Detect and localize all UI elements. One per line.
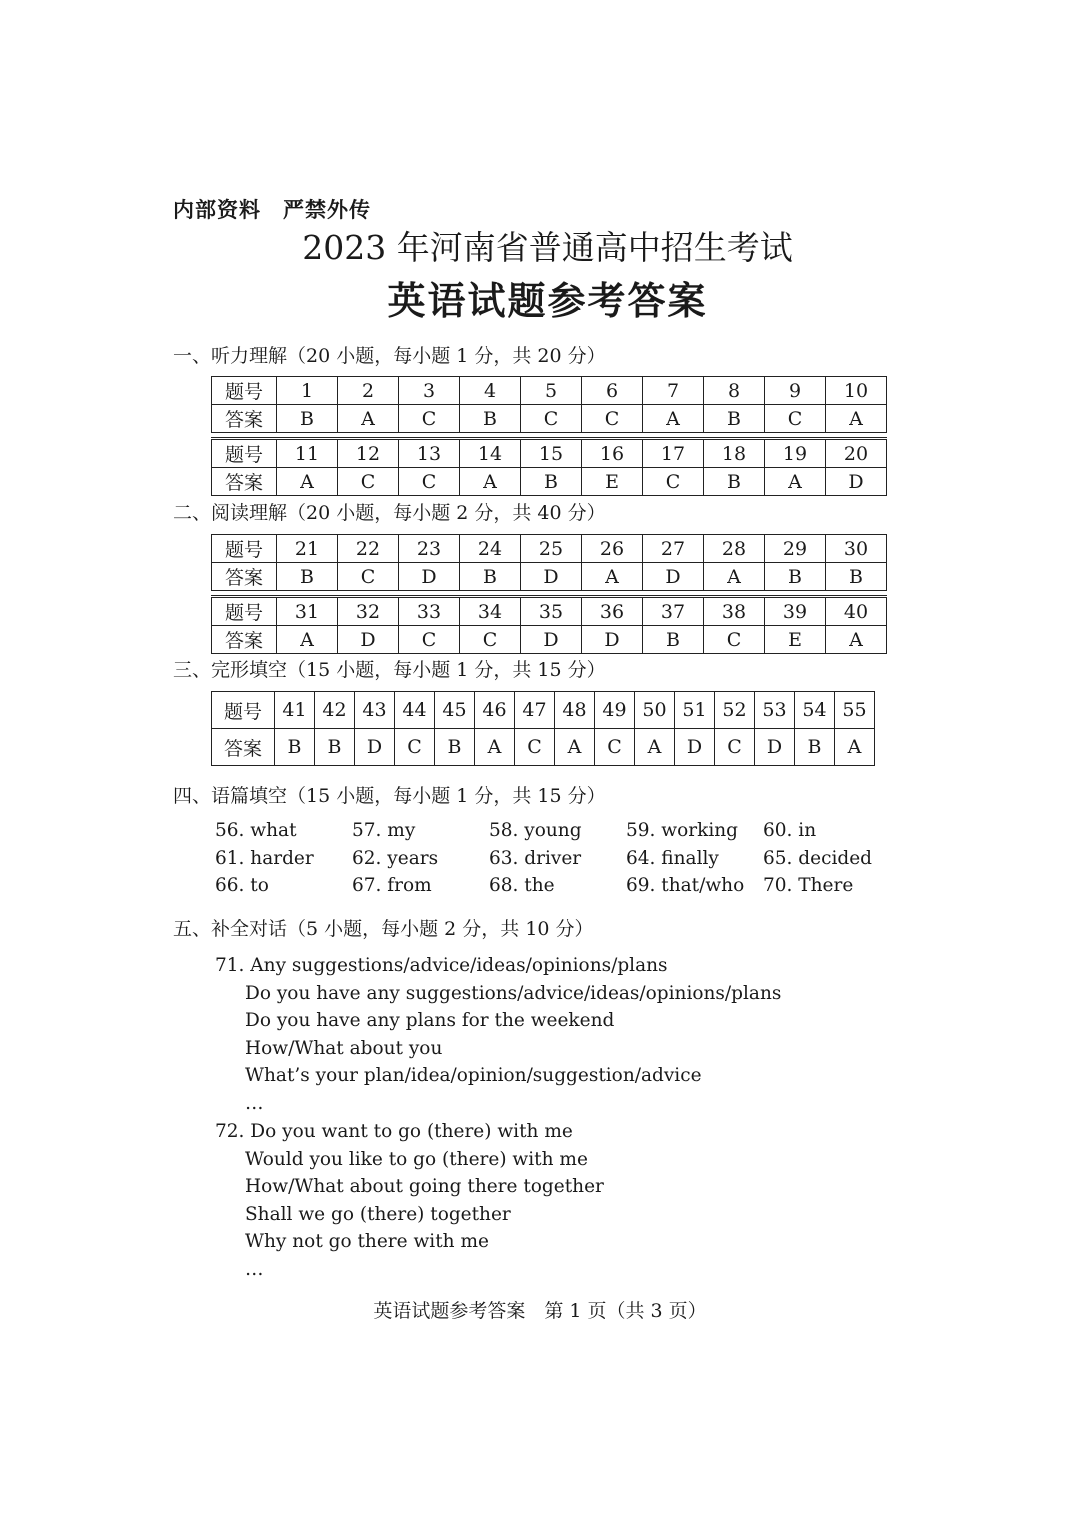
row-label-answer: 答案 xyxy=(212,405,277,433)
answer-row xyxy=(212,729,875,766)
fill-answer-item: 64. finally xyxy=(626,847,719,869)
question-number-row xyxy=(212,439,887,468)
answer-71 xyxy=(215,952,781,1117)
question-number-cell: 28 xyxy=(704,535,765,563)
answer-cell: B xyxy=(765,563,826,591)
answer-71-alt: Do you have any suggestions/advice/ideas/opinions/plans xyxy=(245,982,782,1004)
row-label-answer: 答案 xyxy=(212,468,277,496)
section-3-heading: 三、完形填空（15 小题，每小题 1 分，共 15 分） xyxy=(173,659,606,681)
answer-row xyxy=(212,405,887,433)
answer-72 xyxy=(215,1118,604,1283)
question-number-cell: 18 xyxy=(704,439,765,468)
fill-answer-item: 56. what xyxy=(215,820,297,841)
question-number-cell: 40 xyxy=(826,597,887,626)
answer-71-first: 71. Any suggestions/advice/ideas/opinions/plans xyxy=(215,955,668,976)
section-4-heading: 四、语篇填空（15 小题，每小题 1 分，共 15 分） xyxy=(173,785,606,807)
fill-answer-item: 60. in xyxy=(763,820,817,841)
answer-cell: B xyxy=(826,563,887,591)
question-number-cell: 51 xyxy=(675,692,715,729)
answer-72-first: 72. Do you want to go (there) with me xyxy=(215,1121,573,1142)
answer-cell: B xyxy=(315,729,355,766)
question-number-cell: 36 xyxy=(582,597,643,626)
question-number-cell: 14 xyxy=(460,439,521,468)
answer-cell: A xyxy=(826,626,887,654)
question-number-cell: 54 xyxy=(795,692,835,729)
answer-cell: D xyxy=(521,563,582,591)
question-number-cell: 35 xyxy=(521,597,582,626)
answer-cell: C xyxy=(765,405,826,433)
answer-cell: B xyxy=(435,729,475,766)
question-number-cell: 17 xyxy=(643,439,704,468)
answer-cell: C xyxy=(595,729,635,766)
answer-cell: A xyxy=(765,468,826,496)
question-number-cell: 30 xyxy=(826,535,887,563)
listening-answer-table xyxy=(211,376,887,496)
answer-cell: E xyxy=(582,468,643,496)
answer-cell: D xyxy=(643,563,704,591)
fill-answer-item: 65. decided xyxy=(763,847,873,869)
question-number-cell: 6 xyxy=(582,377,643,405)
row-label-answer: 答案 xyxy=(212,729,275,766)
question-number-cell: 43 xyxy=(355,692,395,729)
answer-71-alt: Do you have any plans for the weekend xyxy=(245,1010,615,1031)
question-number-cell: 12 xyxy=(338,439,399,468)
fill-answer-item: 58. young xyxy=(489,820,582,841)
question-number-cell: 11 xyxy=(277,439,338,468)
section-2-heading: 二、阅读理解（20 小题，每小题 2 分，共 40 分） xyxy=(173,502,606,524)
answer-cell: A xyxy=(338,405,399,433)
question-number-cell: 1 xyxy=(277,377,338,405)
row-label-question: 题号 xyxy=(212,377,277,405)
question-number-cell: 3 xyxy=(399,377,460,405)
answer-cell: D xyxy=(582,626,643,654)
question-number-cell: 25 xyxy=(521,535,582,563)
answer-72-alt: Shall we go (there) together xyxy=(245,1203,511,1225)
row-label-question: 题号 xyxy=(212,692,275,729)
answer-cell: C xyxy=(399,405,460,433)
answer-cell: D xyxy=(355,729,395,766)
answer-cell: C xyxy=(399,626,460,654)
answer-cell: D xyxy=(399,563,460,591)
answer-cell: D xyxy=(755,729,795,766)
question-number-cell: 24 xyxy=(460,535,521,563)
answer-cell: A xyxy=(826,405,887,433)
fill-answer-item: 62. years xyxy=(352,847,439,869)
document-subtitle: 英语试题参考答案 xyxy=(387,279,708,323)
answer-cell: B xyxy=(460,405,521,433)
reading-answer-table xyxy=(211,534,887,654)
question-number-cell: 37 xyxy=(643,597,704,626)
question-number-row xyxy=(212,535,887,563)
question-number-cell: 29 xyxy=(765,535,826,563)
answer-cell: B xyxy=(277,563,338,591)
question-number-cell: 55 xyxy=(835,692,875,729)
cloze-answer-table xyxy=(211,691,875,766)
row-label-question: 题号 xyxy=(212,535,277,563)
answer-cell: A xyxy=(277,626,338,654)
fill-answer-item: 61. harder xyxy=(215,847,314,869)
answer-cell: A xyxy=(835,729,875,766)
page-footer: 英语试题参考答案 第 1 页（共 3 页） xyxy=(373,1300,707,1322)
question-number-cell: 21 xyxy=(277,535,338,563)
question-number-cell: 20 xyxy=(826,439,887,468)
question-number-cell: 15 xyxy=(521,439,582,468)
answer-cell: D xyxy=(675,729,715,766)
fill-answer-item: 68. the xyxy=(489,875,555,896)
answer-cell: A xyxy=(635,729,675,766)
answer-cell: B xyxy=(704,468,765,496)
answer-cell: C xyxy=(582,405,643,433)
question-number-row xyxy=(212,377,887,405)
fill-answer-item: 67. from xyxy=(352,875,432,896)
answer-cell: B xyxy=(521,468,582,496)
row-label-question: 题号 xyxy=(212,439,277,468)
answer-cell: C xyxy=(521,405,582,433)
question-number-cell: 47 xyxy=(515,692,555,729)
answer-71-alt: How/What about you xyxy=(245,1037,443,1059)
question-number-cell: 23 xyxy=(399,535,460,563)
question-number-row xyxy=(212,597,887,626)
question-number-cell: 13 xyxy=(399,439,460,468)
answer-cell: C xyxy=(338,468,399,496)
answer-cell: B xyxy=(275,729,315,766)
answer-row xyxy=(212,468,887,496)
answer-cell: D xyxy=(521,626,582,654)
answer-71-ellipsis: … xyxy=(245,1092,264,1114)
fill-answer-item: 57. my xyxy=(352,820,416,841)
question-number-cell: 27 xyxy=(643,535,704,563)
answer-row xyxy=(212,563,887,591)
answer-cell: C xyxy=(515,729,555,766)
question-number-cell: 19 xyxy=(765,439,826,468)
answer-cell: C xyxy=(395,729,435,766)
answer-cell: B xyxy=(277,405,338,433)
answer-72-alt: Why not go there with me xyxy=(245,1231,489,1252)
answer-cell: A xyxy=(277,468,338,496)
question-number-cell: 48 xyxy=(555,692,595,729)
question-number-cell: 53 xyxy=(755,692,795,729)
question-number-cell: 4 xyxy=(460,377,521,405)
question-number-cell: 34 xyxy=(460,597,521,626)
question-number-cell: 16 xyxy=(582,439,643,468)
question-number-cell: 50 xyxy=(635,692,675,729)
answer-cell: C xyxy=(643,468,704,496)
fill-answer-item: 66. to xyxy=(215,875,269,896)
fill-answer-item: 59. working xyxy=(626,820,739,841)
question-number-cell: 2 xyxy=(338,377,399,405)
answer-cell: C xyxy=(460,626,521,654)
document-title: 2023 年河南省普通高中招生考试 xyxy=(302,228,793,267)
row-label-question: 题号 xyxy=(212,597,277,626)
answer-cell: C xyxy=(399,468,460,496)
answer-cell: C xyxy=(338,563,399,591)
answer-72-ellipsis: … xyxy=(245,1258,264,1280)
question-number-cell: 44 xyxy=(395,692,435,729)
section-1-heading: 一、听力理解（20 小题，每小题 1 分，共 20 分） xyxy=(173,345,606,367)
question-number-cell: 38 xyxy=(704,597,765,626)
answer-cell: E xyxy=(765,626,826,654)
question-number-cell: 39 xyxy=(765,597,826,626)
answer-row xyxy=(212,626,887,654)
fill-answer-item: 70. There xyxy=(763,875,854,896)
question-number-cell: 7 xyxy=(643,377,704,405)
question-number-cell: 26 xyxy=(582,535,643,563)
question-number-cell: 8 xyxy=(704,377,765,405)
question-number-cell: 46 xyxy=(475,692,515,729)
row-label-answer: 答案 xyxy=(212,626,277,654)
answer-cell: C xyxy=(715,729,755,766)
question-number-cell: 33 xyxy=(399,597,460,626)
answer-cell: B xyxy=(795,729,835,766)
answer-71-alt: What’s your plan/idea/opinion/suggestion/advice xyxy=(245,1065,702,1086)
answer-cell: C xyxy=(704,626,765,654)
answer-72-alt: Would you like to go (there) with me xyxy=(245,1148,588,1170)
question-number-cell: 32 xyxy=(338,597,399,626)
question-number-cell: 5 xyxy=(521,377,582,405)
answer-cell: A xyxy=(460,468,521,496)
question-number-row xyxy=(212,692,875,729)
row-label-answer: 答案 xyxy=(212,563,277,591)
answer-cell: A xyxy=(555,729,595,766)
question-number-cell: 42 xyxy=(315,692,355,729)
answer-cell: A xyxy=(704,563,765,591)
question-number-cell: 41 xyxy=(275,692,315,729)
answer-cell: A xyxy=(582,563,643,591)
answer-cell: A xyxy=(643,405,704,433)
question-number-cell: 31 xyxy=(277,597,338,626)
fill-answer-item: 69. that/who xyxy=(626,875,745,896)
answer-cell: D xyxy=(338,626,399,654)
question-number-cell: 45 xyxy=(435,692,475,729)
answer-cell: B xyxy=(643,626,704,654)
answer-cell: A xyxy=(475,729,515,766)
answer-cell: B xyxy=(460,563,521,591)
fill-answer-item: 63. driver xyxy=(489,847,582,869)
answer-cell: D xyxy=(826,468,887,496)
section-5-heading: 五、补全对话（5 小题，每小题 2 分，共 10 分） xyxy=(173,918,594,940)
answer-72-alt: How/What about going there together xyxy=(245,1176,604,1197)
internal-note: 内部资料 严禁外传 xyxy=(173,198,371,222)
question-number-cell: 10 xyxy=(826,377,887,405)
question-number-cell: 22 xyxy=(338,535,399,563)
answer-cell: B xyxy=(704,405,765,433)
question-number-cell: 49 xyxy=(595,692,635,729)
question-number-cell: 52 xyxy=(715,692,755,729)
question-number-cell: 9 xyxy=(765,377,826,405)
